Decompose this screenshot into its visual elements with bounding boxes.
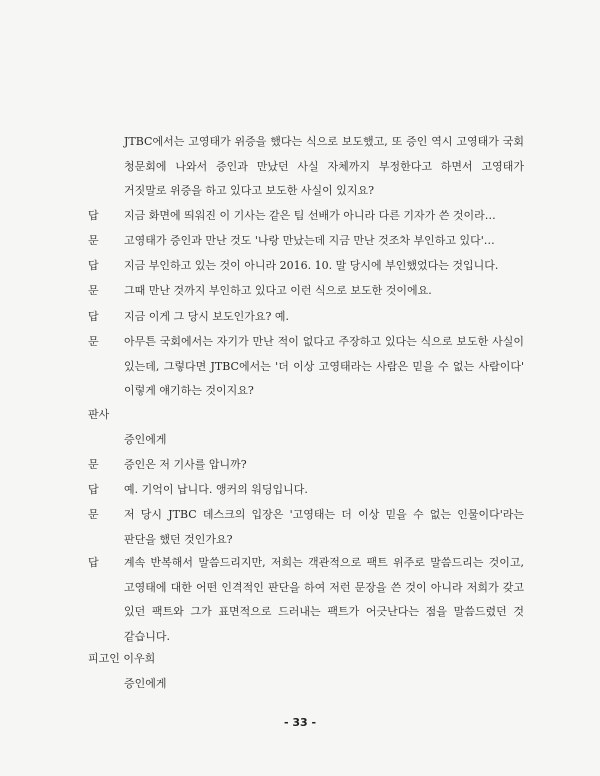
speaker-label: 답: [88, 259, 99, 272]
speaker-label: 문: [88, 458, 99, 471]
speaker-label: 피고인 이우희: [88, 652, 156, 665]
transcript-text: 증인은 저 기사를 압니까?: [124, 458, 247, 471]
speaker-label: 답: [88, 556, 99, 569]
transcript-text: 지금 부인하고 있는 것이 아니라 2016. 10. 말 당시에 부인했었다는 것입니다.: [124, 259, 499, 272]
transcript-text: 아무튼 국회에서는 자기가 만난 적이 없다고 주장하고 있다는 식으로 보도한 사실이 있는데, 그렇다면 JTBC에서는 '더 이상 고영태라는 사람은 믿을 수 없는 사람이다' 이렇게 얘기하는 것이지요?: [124, 335, 524, 397]
page-number: - 33 -: [283, 716, 317, 729]
transcript-text: 저 당시 JTBC 데스크의 입장은 '고영태는 더 이상 믿을 수 없는 인물이다'라는 판단을 했던 것인가요?: [124, 508, 524, 546]
speaker-label: 문: [88, 234, 99, 247]
speaker-label: 답: [88, 310, 99, 323]
transcript-text: 그때 만난 것까지 부인하고 있다고 이런 식으로 보도한 것이에요.: [124, 284, 432, 297]
speaker-label: 문: [88, 508, 99, 521]
speaker-label: 답: [88, 209, 99, 222]
speaker-label: 답: [88, 483, 99, 496]
transcript-text: 지금 이게 그 당시 보도인가요? 예.: [124, 310, 290, 323]
transcript-text: 계속 반복해서 말씀드리지만, 저희는 객관적으로 팩트 위주로 말씀드리는 것이고, 고영태에 대한 어떤 인격적인 판단을 하여 저런 문장을 쓴 것이 아니라 저희가 갖고 있던 팩트와 그가 표면적으로 드러내는 팩트가 어긋난다는 점을 말씀드렸던 것 같습니다.: [124, 556, 524, 643]
transcript-text: 증인에게: [124, 677, 167, 690]
transcript-text: 지금 화면에 띄워진 이 기사는 같은 팀 선배가 아니라 다른 기자가 쓴 것이라…: [124, 209, 496, 222]
speaker-label: 문: [88, 335, 99, 348]
transcript-text: 증인에게: [124, 433, 167, 446]
speaker-label: 문: [88, 284, 99, 297]
speaker-label: 판사: [88, 408, 110, 421]
transcript-text: 예. 기억이 납니다. 앵커의 워딩입니다.: [124, 483, 308, 496]
transcript-text: JTBC에서는 고영태가 위증을 했다는 식으로 보도했고, 또 증인 역시 고영태가 국회 청문회에 나와서 증인과 만났던 사실 자체까지 부정한다고 하면서 고영태가 거짓말로 위증을 하고 있다고 보도한 사실이 있지요?: [124, 135, 524, 197]
transcript-text: 고영태가 증인과 만난 것도 '나랑 만났는데 지금 만난 것조차 부인하고 있다'…: [124, 234, 495, 247]
